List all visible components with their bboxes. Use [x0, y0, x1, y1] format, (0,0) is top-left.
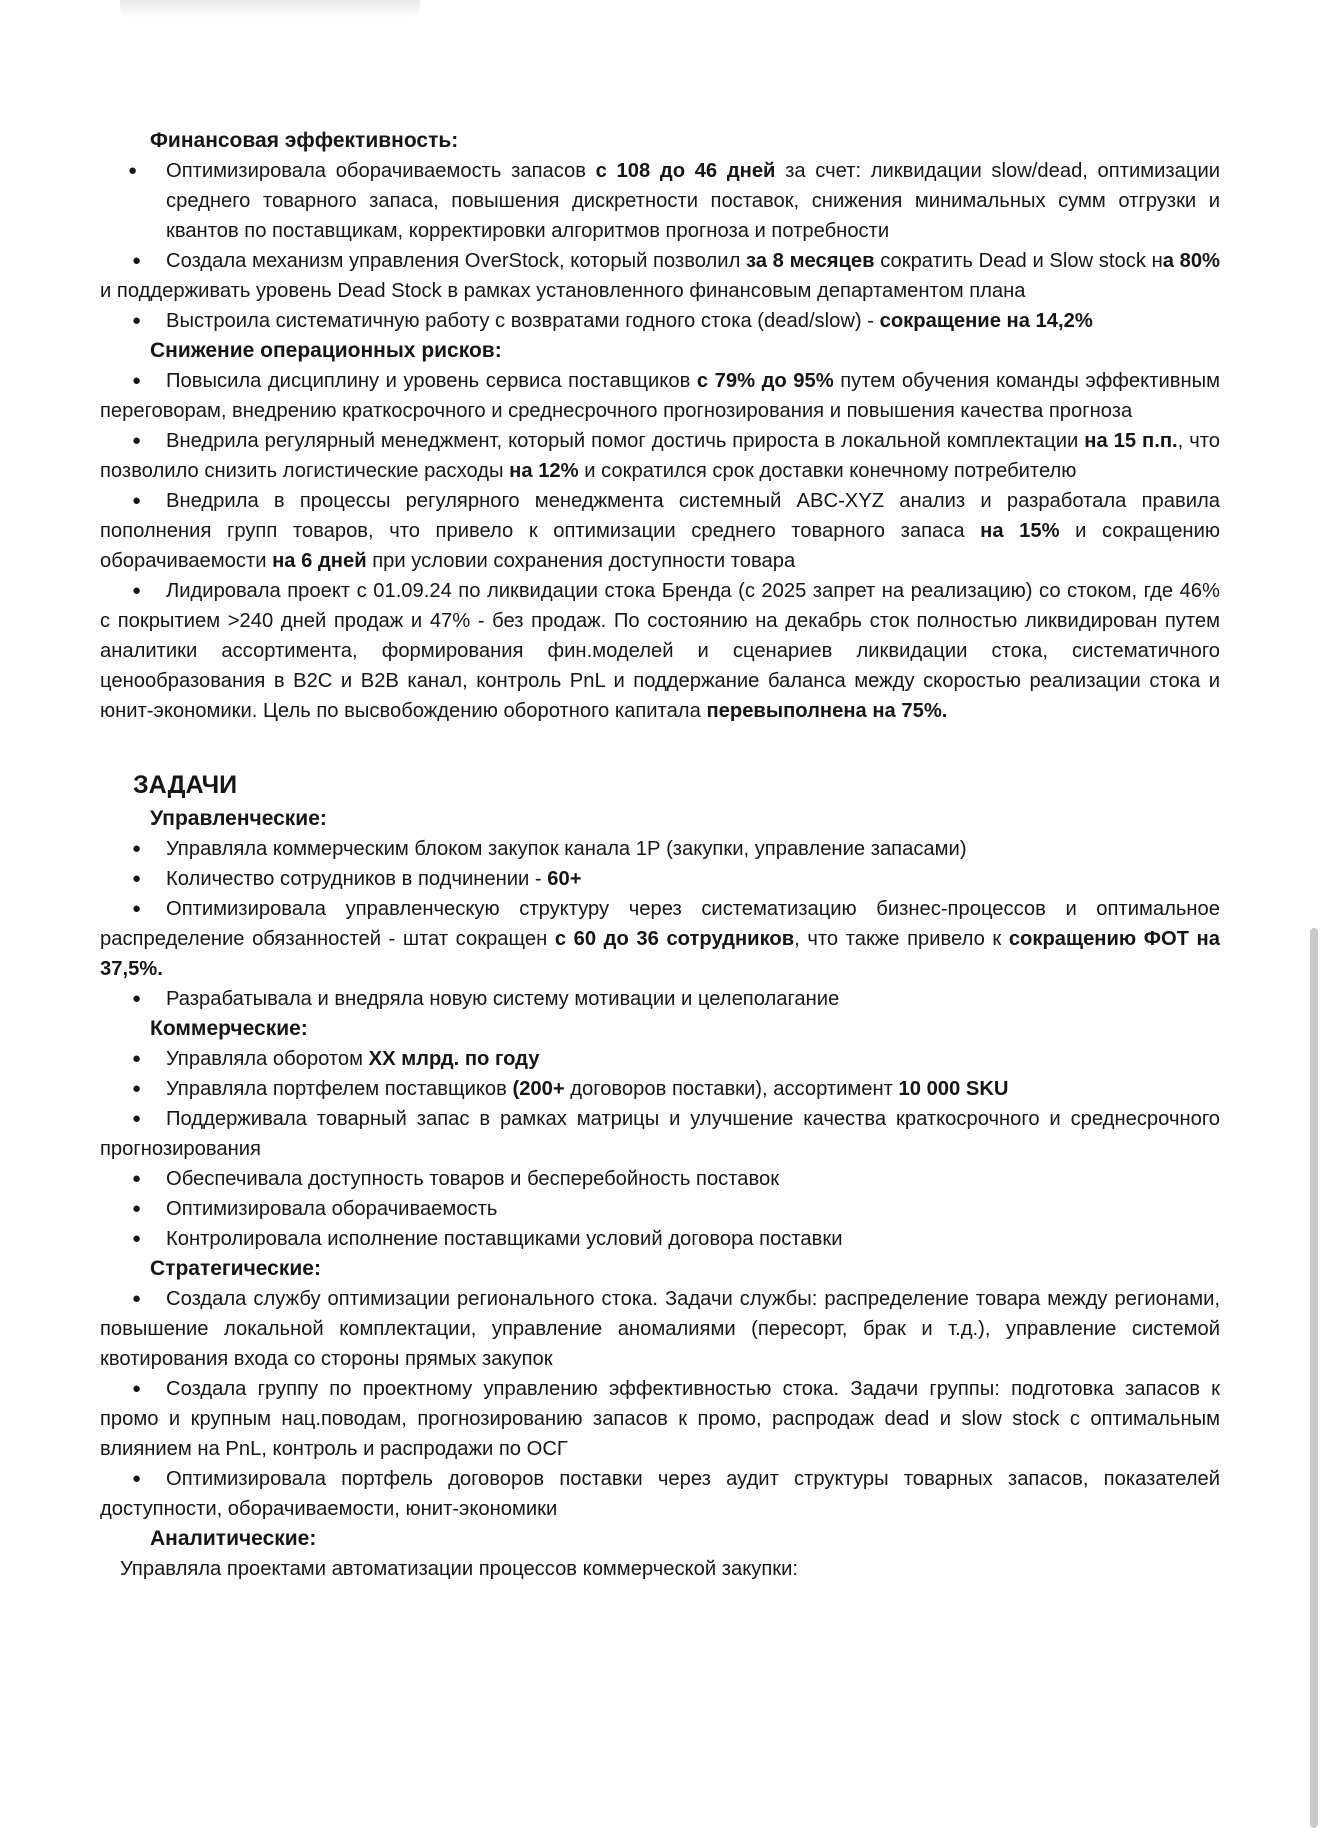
item-highlight: с 60 до 36 сотрудников — [554, 928, 795, 950]
list-item — [100, 1224, 1220, 1254]
bullet-icon: ● — [132, 1050, 142, 1067]
paragraph-text: Управляла проектами автоматизации процессов коммерческой закупки: — [120, 1558, 798, 1580]
section-heading-strategic: Стратегические: — [150, 1257, 321, 1280]
section-heading-financial: Финансовая эффективность: — [150, 129, 459, 152]
list-item — [100, 984, 1220, 1014]
bullet-icon: ● — [132, 1200, 142, 1217]
item-text: Поддерживала товарный запас в рамках матрицы и улучшение качества краткосрочного и среднесрочного прогнозирования — [100, 1108, 1220, 1160]
item-text: , что позволило снизить логистические расходы — [100, 430, 1220, 482]
list-item — [100, 156, 1220, 246]
bullet-icon: ● — [132, 1380, 142, 1397]
bullet-icon: ● — [132, 432, 142, 449]
bullet-icon: ● — [132, 1290, 142, 1307]
list-item — [100, 1464, 1220, 1524]
list-item — [100, 576, 1220, 726]
item-text: Оптимизировала оборачиваемость — [166, 1198, 498, 1220]
item-text: Управляла коммерческим блоком закупок канала 1Р (закупки, управление запасами) — [166, 838, 967, 860]
item-text: Контролировала исполнение поставщиками условий договора поставки — [166, 1228, 843, 1250]
item-highlight: за 8 месяцев — [746, 250, 875, 272]
list-item — [100, 366, 1220, 426]
item-text: Разрабатывала и внедряла новую систему мотивации и целеполагание — [166, 988, 840, 1010]
item-text: договоров поставки), ассортимент — [564, 1078, 899, 1100]
bullet-icon: ● — [132, 900, 142, 917]
item-text: Управляла оборотом — [166, 1048, 369, 1070]
list-item — [100, 1164, 1220, 1194]
item-text: Создала службу оптимизации регионального стока. Задачи службы: распределение товара между регионами, повышение локальной комплектации, управление аномалиями (пересорт, брак и т.д.), управление системой квотирования входа со стороны прямых закупок — [100, 1288, 1220, 1370]
bullet-icon: ● — [132, 1230, 142, 1247]
bullet-icon: ● — [132, 1170, 142, 1187]
item-highlight: на 12% — [509, 460, 579, 482]
scrollbar-thumb[interactable] — [1310, 928, 1318, 1828]
list-item — [100, 1194, 1220, 1224]
item-text: и сократился срок доставки конечному потребителю — [578, 460, 1077, 482]
item-highlight: перевыполнена на 75%. — [706, 700, 948, 722]
item-text: Создала группу по проектному управлению эффективностью стока. Задачи группы: подготовка запасов к промо и крупным нац.поводам, прогнозированию запасов к промо, распродаж dead и slow stock с оптимальным влиянием на PnL, контроль и распродажи по ОСГ — [100, 1378, 1220, 1460]
item-text: , что также привело к — [794, 928, 1009, 950]
item-text: Выстроила систематичную работу с возвратами годного стока (dead/slow) - — [166, 310, 880, 332]
list-item — [100, 1104, 1220, 1164]
item-text: за счет: ликвидации slow/dead, оптимизации среднего товарного запаса, повышения дискретности поставок, снижения минимальных сумм отгрузки и квантов по поставщикам, корректировки алгоритмов прогноза и потребности — [166, 160, 1220, 242]
item-text: сократить Dead и Slow stock н — [874, 250, 1163, 272]
section-heading-management: Управленческие: — [150, 807, 327, 830]
item-text: Повысила дисциплину и уровень сервиса поставщиков — [166, 370, 697, 392]
item-text: Внедрила в процессы регулярного менеджмента системный ABC-XYZ анализ и разработала правила пополнения групп товаров, что привело к оптимизации среднего товарного запаса — [100, 490, 1220, 542]
item-text: Создала механизм управления OverStock, который позволил — [166, 250, 747, 272]
bullet-icon: ● — [132, 990, 142, 1007]
item-text: Лидировала проект с 01.09.24 по ликвидации стока Бренда (с 2025 запрет на реализацию) со стоком, где 46% с покрытием >240 дней продаж и 47% - без продаж. По состоянию на декабрь сток полностью ликвидирован путем аналитики ассортимента, формирования фин.моделей и сценариев ликвидации стока, систематичного ценообразования в B2C и B2B канал, контроль PnL и поддержание баланса между скоростью реализации стока и юнит-экономики. Цель по высвобождению оборотного капитала — [100, 580, 1220, 722]
item-text: Обеспечивала доступность товаров и бесперебойность поставок — [166, 1168, 780, 1190]
list-item — [100, 834, 1220, 864]
bullet-icon: ● — [132, 312, 142, 329]
item-text: путем обучения команды эффективным переговорам, внедрению краткосрочного и среднесрочного прогнозирования и повышения качества прогноза — [100, 370, 1220, 422]
section-heading-analytical: Аналитические: — [150, 1527, 317, 1550]
bullet-icon: ● — [132, 1080, 142, 1097]
item-text: при условии сохранения доступности товара — [366, 550, 796, 572]
item-highlight: на 15 п.п. — [1084, 430, 1178, 452]
list-item — [100, 864, 1220, 894]
item-text: Оптимизировала управленческую структуру через систематизацию бизнес-процессов и оптимальное распределение обязанностей - штат сокращен — [100, 898, 1220, 950]
item-text: и поддерживать уровень Dead Stock в рамках установленного финансовым департаментом плана — [100, 280, 1026, 302]
bullet-icon: ● — [132, 840, 142, 857]
bullet-icon: ● — [132, 1470, 142, 1487]
list-item — [100, 246, 1220, 306]
bullet-icon: ● — [132, 492, 142, 509]
bullet-icon: ● — [132, 870, 142, 887]
item-highlight: на 6 дней — [272, 550, 367, 572]
item-highlight: сокращение на 14,2% — [879, 310, 1093, 332]
list-item — [100, 426, 1220, 486]
item-text: Оптимизировала оборачиваемость запасов — [166, 160, 596, 182]
list-item — [100, 1374, 1220, 1464]
item-text: Оптимизировала портфель договоров поставки через аудит структуры товарных запасов, показателей доступности, оборачиваемости, юнит-экономики — [100, 1468, 1220, 1520]
list-item — [100, 486, 1220, 576]
bullet-icon: ● — [128, 162, 138, 179]
bullet-icon: ● — [132, 252, 142, 269]
section-heading-risks: Снижение операционных рисков: — [150, 339, 502, 362]
item-highlight: с 79% до 95% — [696, 370, 834, 392]
resume-document — [100, 126, 1220, 1584]
item-highlight: с 108 до 46 дней — [595, 160, 776, 182]
item-highlight: а 80% — [1162, 250, 1221, 272]
item-highlight: 60+ — [547, 868, 582, 890]
item-text: Количество сотрудников в подчинении - — [166, 868, 548, 890]
item-highlight: (200+ — [512, 1078, 565, 1100]
bullet-icon: ● — [132, 372, 142, 389]
item-text: Управляла портфелем поставщиков — [166, 1078, 513, 1100]
item-highlight: на 15% — [980, 520, 1060, 542]
bullet-icon: ● — [132, 582, 142, 599]
item-text: и сокращению оборачиваемости — [100, 520, 1220, 572]
page-top-shadow — [120, 0, 420, 18]
list-item — [100, 894, 1220, 984]
item-highlight: 10 000 SKU — [898, 1078, 1009, 1100]
list-item — [100, 1074, 1220, 1104]
bullet-icon: ● — [132, 1110, 142, 1127]
item-highlight: XX млрд. по году — [368, 1048, 540, 1070]
list-item — [100, 1044, 1220, 1074]
section-heading-commercial: Коммерческие: — [150, 1017, 308, 1040]
item-text: Внедрила регулярный менеджмент, который помог достичь прироста в локальной комплектации — [166, 430, 1085, 452]
item-highlight: сокращению ФОТ на 37,5%. — [100, 928, 1220, 980]
list-item — [100, 1284, 1220, 1374]
list-item — [100, 306, 1220, 336]
section-title-tasks: ЗАДАЧИ — [133, 771, 238, 799]
